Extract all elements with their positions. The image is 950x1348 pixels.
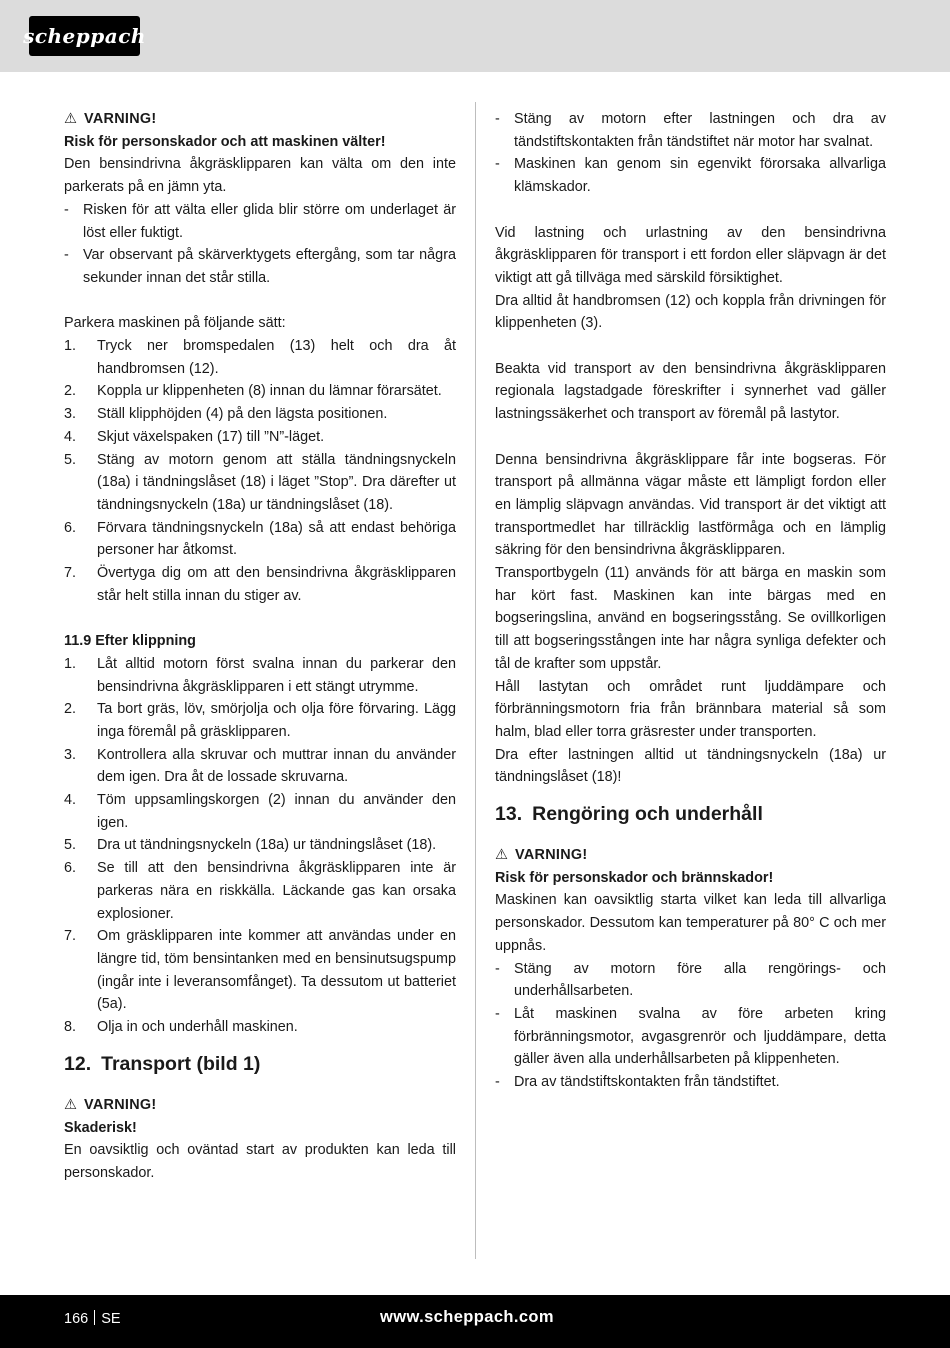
warning-title: Risk för personskador och att maskinen välter! bbox=[64, 133, 386, 150]
paragraph: Transportbygeln (11) används för att bärga en maskin som har kört fast. Maskinen kan inte bärgas med en bogseringslina, använd en bogseringsstång. Se ovillkorligen till att bogseringsstången inte har några synliga defekter och tål de krafter som uppstår. bbox=[495, 565, 886, 672]
warning-triangle-icon: ⚠ bbox=[495, 847, 509, 864]
paragraph: Dra alltid åt handbromsen (12) och koppla från drivningen för klippenheten (3). bbox=[495, 292, 886, 332]
list-item: 1. Låt alltid motorn först svalna innan du parkerar den bensindrivna åkgräsklipparen i ett stängt utrymme. bbox=[64, 655, 456, 695]
paragraph: Vid lastning och urlastning av den bensindrivna åkgräsklipparen för transport i ett fordon eller släpvagn är det viktigt att gå tillväga med särskild försiktighet. bbox=[495, 224, 886, 286]
list-item: 4. Skjut växelspaken (17) till ”N”-läget. bbox=[64, 428, 325, 445]
warning-text: En oavsiktlig och oväntad start av produkten kan leda till personskador. bbox=[64, 1142, 456, 1181]
list-item: 1. Tryck ner bromspedalen (13) helt och dra åt handbromsen (12). bbox=[64, 338, 456, 377]
paragraph: Denna bensindrivna åkgräsklippare får inte bogseras. För transport på allmänna vägar måste ett lämpligt fordon eller en lämplig släpvagn användas. Vid transport är det viktigt att transportmedlet har tillräcklig lastförmåga och en lämplig säkring för den bensindrivna åkgräsklipparen. bbox=[495, 451, 886, 559]
warning-heading: ⚠ VARNING! bbox=[64, 1094, 456, 1117]
column-divider bbox=[475, 102, 476, 1259]
warning-triangle-icon: ⚠ bbox=[64, 1096, 78, 1113]
list-item: - Risken för att välta eller glida blir större om underlaget är löst eller fuktigt. bbox=[64, 201, 456, 241]
right-column bbox=[495, 108, 886, 1094]
list-item: - Stäng av motorn före alla rengörings- och underhållsarbeten. bbox=[495, 960, 886, 1000]
list-item: - Dra av tändstiftskontakten från tändstiftet. bbox=[495, 1074, 780, 1091]
logo-text: scheppach bbox=[23, 24, 146, 48]
paragraph: Beakta vid transport av den bensindrivna åkgräsklipparen regionala lagstadgade föreskrifter i synnerhet vad gäller lastningssäkerhet och transport av föremål på lastytor. bbox=[495, 360, 886, 423]
warning-triangle-icon: ⚠ bbox=[64, 111, 78, 127]
list-item: - Stäng av motorn efter lastningen och dra av tändstiftskontakten från tändstiftet när motor har svalnat. bbox=[495, 111, 886, 150]
list-item: - Var observant på skärverktygets eftergång, som tar några sekunder innan det står stilla. bbox=[64, 247, 456, 286]
left-column bbox=[64, 108, 456, 1185]
list-item: 2. Koppla ur klippenheten (8) innan du lämnar förarsätet. bbox=[64, 383, 442, 400]
list-item: 6. Se till att den bensindrivna åkgräsklipparen inte är parkeras nära en riskkälla. Läckande gas kan orsaka explosioner. bbox=[64, 860, 456, 922]
warning-title: Risk för personskador och brännskador! bbox=[495, 869, 774, 886]
list-item: 7. Övertyga dig om att den bensindrivna åkgräsklipparen står helt stilla innan du stiger av. bbox=[64, 565, 456, 604]
warning-title: Skaderisk! bbox=[64, 1119, 137, 1136]
warning-text: Den bensindrivna åkgräsklipparen kan välta om den inte parkerats på en jämn yta. bbox=[64, 156, 456, 196]
paragraph: Håll lastytan och området runt ljuddämpare och förbränningsmotorn fria från brännbara material så som halm, blad eller torra gräsrester under transporten. bbox=[495, 678, 886, 740]
page-number: 166 SE bbox=[64, 1311, 121, 1327]
list-item: - Maskinen kan genom sin egenvikt förorsaka allvarliga klämskador. bbox=[495, 156, 886, 196]
warning-text: Maskinen kan oavsiktlig starta vilket kan leda till allvarliga personskador. Dessutom kan temperaturer på 80° C och mer uppnås. bbox=[495, 892, 886, 954]
paragraph: Dra efter lastningen alltid ut tändningsnyckeln (18a) ur tändningslåset (18)! bbox=[495, 746, 886, 786]
list-item: 4. Töm uppsamlingskorgen (2) innan du använder den igen. bbox=[64, 792, 456, 831]
section-heading: 13. Rengöring och underhåll bbox=[495, 803, 763, 826]
list-item: 3. Kontrollera alla skruvar och muttrar innan du använder dem igen. Dra åt de lossade skruvarna. bbox=[64, 746, 456, 786]
list-item: 7. Om gräsklipparen inte kommer att användas under en längre tid, töm bensintanken med en bensinutsugspump (ingår inte i leveransomfånget). Ta dessutom ut batteriet (5a). bbox=[64, 928, 456, 1013]
list-item: 3. Ställ klipphöjden (4) på den lägsta positionen. bbox=[64, 406, 388, 423]
website-link[interactable]: www.scheppach.com bbox=[380, 1308, 554, 1326]
list-item: 5. Dra ut tändningsnyckeln (18a) ur tändningslåset (18). bbox=[64, 837, 437, 854]
brand-logo bbox=[23, 16, 146, 56]
list-item: 5. Stäng av motorn genom att ställa tändningsnyckeln (18a) i tändningslåset (18) i läget ”Stop”. Dra därefter ut tändningsnyckeln (18a) ur tändningslåset (18). bbox=[64, 451, 456, 513]
warning-heading: ⚠ VARNING! bbox=[495, 844, 886, 867]
list-item: 2. Ta bort gräs, löv, smörjolja och olja före förvaring. Lägg inga föremål på gräsklipparen. bbox=[64, 701, 456, 740]
warning-heading: ⚠ VARNING! bbox=[64, 108, 456, 131]
page-header bbox=[0, 0, 950, 72]
list-item: - Låt maskinen svalna av före arbeten kring förbränningsmotor, avgasgrenrör och ljuddämpare, detta gäller även alla underhållsarbeten på klippenheten. bbox=[495, 1005, 886, 1068]
section-subheading: 11.9 Efter klippning bbox=[64, 633, 196, 650]
paragraph: Parkera maskinen på följande sätt: bbox=[64, 315, 286, 332]
list-item: 8. Olja in och underhåll maskinen. bbox=[64, 1019, 298, 1036]
page-footer bbox=[0, 1295, 950, 1348]
section-heading: 12. Transport (bild 1) bbox=[64, 1052, 261, 1075]
list-item: 6. Förvara tändningsnyckeln (18a) så att endast behöriga personer har åtkomst. bbox=[64, 519, 456, 559]
